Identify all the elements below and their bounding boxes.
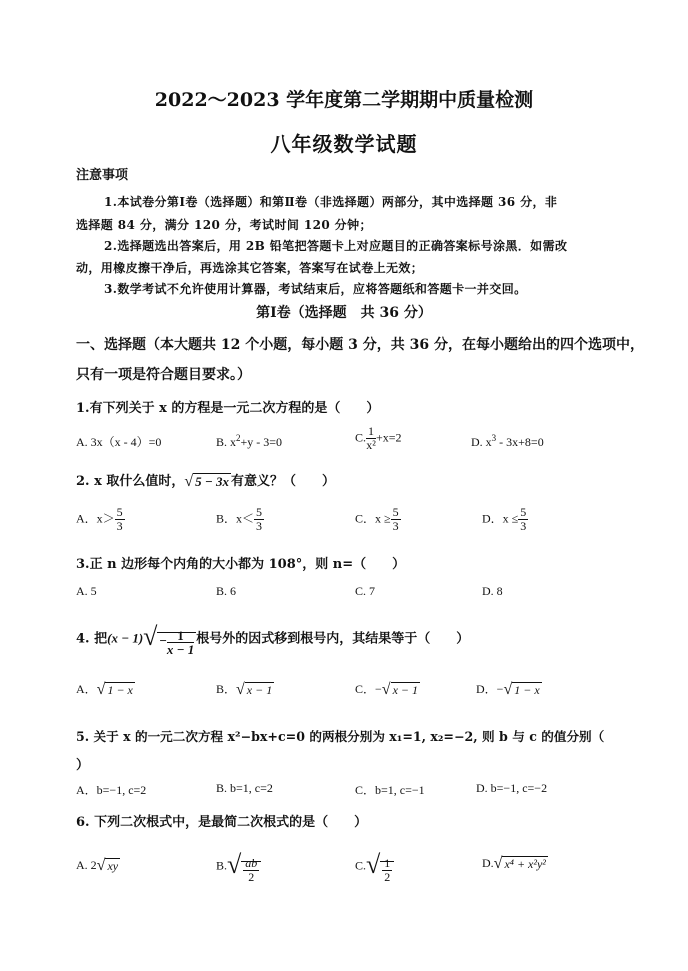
fraction: $\frac{ab}{2}$: [245, 855, 258, 884]
section-one-line-2: 只有一项是符合题目要求。）: [76, 367, 251, 383]
question-3-option-a: A. 5: [76, 584, 97, 598]
fraction: $\frac{5}{3}$: [116, 505, 123, 533]
radical: √ 5 − 3x: [184, 472, 230, 490]
fraction: $\frac{5}{3}$: [520, 505, 527, 533]
question-3-option-c: C. 7: [355, 584, 376, 598]
question-2-option-c: C．x ≥ $\frac{5}{3}$: [355, 505, 399, 533]
radical: √ $\frac{ab}{2}$: [227, 850, 261, 884]
exam-title: 2022～2023 学年度第二学期期中质量检测: [154, 89, 534, 111]
question-4-option-a: A．√ 1 − x: [76, 681, 133, 699]
question-5-stem-line-2: ）: [76, 758, 90, 773]
radical: √ $\frac{1}{2}$: [366, 850, 394, 884]
question-5-stem-line-1: 5. 关于 x 的一元二次方程 x²−bx+c=0 的两根分别为 x₁=1, x₂=−2, 则 b 与 c 的值分别（: [76, 729, 605, 744]
radical: √ xy: [96, 857, 119, 874]
radical: √ 1 − x: [503, 681, 540, 699]
radical: √ 1 − x: [96, 681, 133, 699]
question-3-option-d: D. 8: [482, 584, 503, 598]
question-3-stem: 3.正 n 边形每个内角的大小都为 108°，则 n=（ ）: [76, 557, 406, 572]
question-1-stem: 1.有下列关于 x 的方程是一元二次方程的是（ ）: [76, 401, 380, 416]
radical: √ x − 1: [381, 681, 418, 699]
question-1-option-c: C. $\frac{1}{\text{x²}}$ +x=2: [355, 424, 402, 452]
notice-line-5: 3.数学考试不允许使用计算器，考试结束后，应将答题纸和答题卡一并交回。: [104, 282, 527, 296]
radical: √ − $\frac{1}{x - 1}$: [143, 622, 195, 657]
question-4-stem: 4. 把(x − 1)√ − $\frac{1}{x - 1}$ 根号外的因式移到根号内，其结果等于（ ）: [76, 622, 470, 657]
question-6-stem: 6. 下列二次根式中，是最简二次根式的是（ ）: [76, 815, 368, 830]
question-1-option-d: D. $x^3 - 3x+8=0$: [471, 433, 544, 449]
notice-line-2: 选择题 84 分，满分 120 分，考试时间 120 分钟；: [76, 218, 372, 232]
question-1-option-b: B. $x^2+y - 3=0$: [216, 433, 283, 449]
question-5-option-b: B. b=1, c=2: [216, 781, 273, 795]
section-one-line-1: 一、选择题（本大题共 12 个小题，每小题 3 分，共 36 分，在每小题给出的四个选项中，: [76, 337, 644, 353]
notice-heading: 注意事项: [76, 168, 129, 183]
exam-subtitle: 八年级数学试题: [270, 132, 418, 156]
fraction: $\frac{1}{x - 1}$: [166, 627, 195, 657]
question-2-stem: 2. x 取什么值时，√ 5 − 3x 有意义？（ ）: [76, 472, 336, 490]
part-one-heading: 第Ⅰ卷（选择题 共 36 分）: [256, 305, 432, 321]
notice-line-3: 2.选择题选出答案后，用 2B 铅笔把答题卡上对应题目的正确答案标号涂黑．如需改: [104, 239, 568, 253]
question-3-option-b: B. 6: [216, 584, 237, 598]
question-2-option-a: A．x＞ $\frac{5}{3}$: [76, 505, 123, 533]
question-5-option-d: D. b=−1, c=−2: [476, 781, 548, 795]
question-2-option-d: D．x ≤ $\frac{5}{3}$: [482, 505, 527, 533]
question-5-option-c: C．b=1, c=−1: [355, 783, 425, 797]
notice-line-4: 动，用橡皮擦干净后，再选涂其它答案，答案写在试卷上无效；: [76, 261, 424, 275]
question-4-option-d: D．−√ 1 − x: [476, 681, 540, 699]
question-4-option-b: B．√ x − 1: [216, 681, 273, 699]
question-1-option-a: A. 3x（x - 4）=0: [76, 435, 162, 449]
fraction: $\frac{5}{3}$: [392, 505, 399, 533]
question-2-option-b: B．x＜ $\frac{5}{3}$: [216, 505, 263, 533]
fraction: $\frac{5}{3}$: [256, 505, 263, 533]
question-6-option-c: C.√ $\frac{1}{2}$: [355, 850, 394, 884]
notice-line-1: 1.本试卷分第Ⅰ卷（选择题）和第Ⅱ卷（非选择题）两部分，其中选择题 36 分，非: [104, 195, 558, 209]
radical: √ x − 1: [236, 681, 273, 699]
question-4-option-c: C．−√ x − 1: [355, 681, 418, 699]
fraction: $\frac{1}{\text{x²}}$: [366, 424, 376, 452]
question-6-option-d: D.√ x⁴ + x²y²: [482, 855, 546, 872]
question-6-option-a: A. 2√ xy: [76, 857, 119, 874]
question-5-option-a: A．b=−1, c=2: [76, 783, 147, 797]
radical: √ x⁴ + x²y²: [493, 855, 546, 872]
question-6-option-b: B.√ $\frac{ab}{2}$: [216, 850, 261, 884]
fraction: $\frac{1}{2}$: [384, 855, 391, 884]
